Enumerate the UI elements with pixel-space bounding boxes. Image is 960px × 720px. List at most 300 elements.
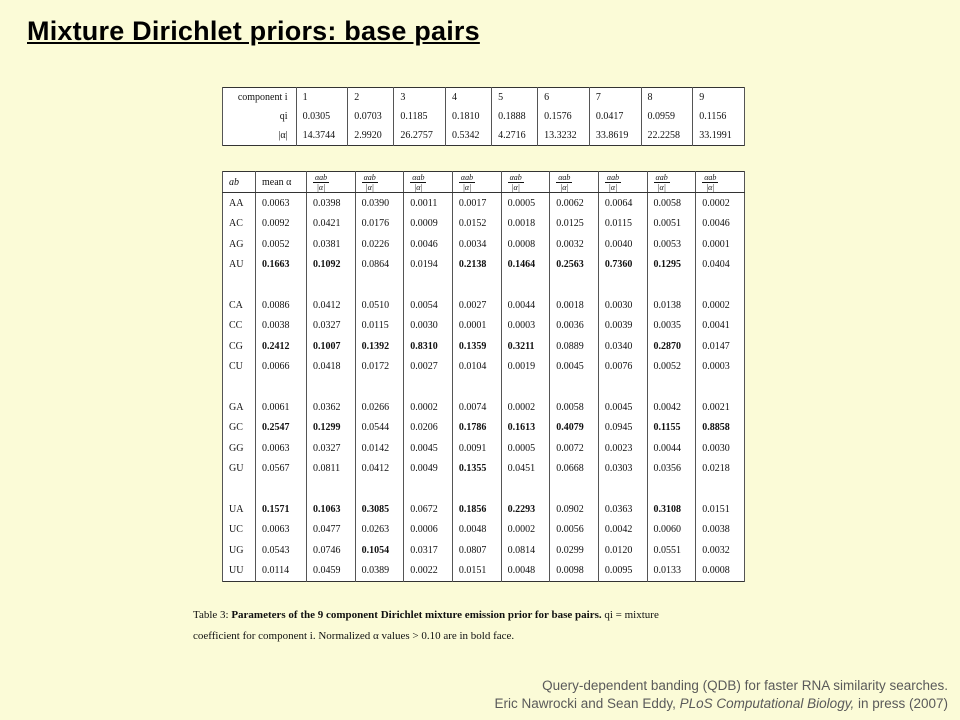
table-cell: 0.0002	[404, 397, 453, 418]
spacer-cell	[647, 377, 696, 397]
table-cell: 1	[296, 88, 348, 108]
table-cell: 0.0120	[598, 540, 647, 561]
table-cell: 0.0018	[501, 214, 550, 235]
table-cell: 0.2870	[647, 336, 696, 357]
table-cell: 0.1007	[306, 336, 355, 357]
table-cell: 0.1888	[492, 107, 538, 126]
table-cell: 0.0064	[598, 193, 647, 214]
table-cell: 0.1786	[452, 418, 501, 439]
spacer-cell	[647, 479, 696, 499]
table-cell: 0.0398	[306, 193, 355, 214]
table-cell: 0.0053	[647, 234, 696, 255]
table-cell: 0.0018	[550, 295, 599, 316]
row-label: GA	[223, 397, 256, 418]
spacer-cell	[306, 275, 355, 295]
fraction-numerator: αab	[655, 172, 668, 182]
row-label: CA	[223, 295, 256, 316]
column-header	[550, 172, 599, 193]
table-cell: 0.0417	[589, 107, 641, 126]
table-cell: 14.3744	[296, 126, 348, 146]
table-cell: 0.0011	[404, 193, 453, 214]
table-cell: 0.0030	[696, 438, 745, 459]
table-cell: 0.0902	[550, 499, 599, 520]
table-cell: 0.0076	[598, 357, 647, 378]
spacer-cell	[452, 377, 501, 397]
table-row	[223, 438, 745, 459]
spacer-cell	[355, 377, 404, 397]
table-cell: 0.0063	[255, 520, 306, 541]
table-cell: 0.0125	[550, 214, 599, 235]
row-label: AC	[223, 214, 256, 235]
table-cell: 0.1185	[394, 107, 446, 126]
table-cell: 0.0008	[501, 234, 550, 255]
table-cell: 3	[394, 88, 446, 108]
row-label: GG	[223, 438, 256, 459]
table-cell: 0.0027	[404, 357, 453, 378]
table-cell: 0.8310	[404, 336, 453, 357]
row-label: GU	[223, 459, 256, 480]
row-label: UG	[223, 540, 256, 561]
table-row	[223, 336, 745, 357]
citation-footer	[495, 677, 949, 713]
table-cell: 0.0009	[404, 214, 453, 235]
fraction	[508, 173, 524, 192]
fraction-numerator: αab	[606, 172, 620, 182]
fraction-denominator: |α|	[414, 182, 423, 192]
table-cell: 0.0066	[255, 357, 306, 378]
table-cell: 0.0040	[598, 234, 647, 255]
column-header	[696, 172, 745, 193]
table-cell: 0.0052	[255, 234, 306, 255]
table-cell: 0.0363	[598, 499, 647, 520]
table-cell: 0.0035	[647, 316, 696, 337]
row-label: CG	[223, 336, 256, 357]
fraction-numerator: αab	[460, 172, 474, 182]
table-cell: 0.0381	[306, 234, 355, 255]
table-cell: 0.0091	[452, 438, 501, 459]
table-cell: 0.0147	[696, 336, 745, 357]
table-cell: 0.0017	[452, 193, 501, 214]
spacer-row	[223, 479, 745, 499]
table-row	[223, 255, 745, 276]
spacer-cell	[255, 479, 306, 499]
table-cell: 7	[589, 88, 641, 108]
table-cell: 0.0006	[404, 520, 453, 541]
column-header	[647, 172, 696, 193]
table-cell: 0.0002	[696, 295, 745, 316]
table-cell: 0.0052	[647, 357, 696, 378]
table-row	[223, 107, 745, 126]
table-cell: 0.4079	[550, 418, 599, 439]
table-cell: 0.0152	[452, 214, 501, 235]
table-cell: 0.1155	[647, 418, 696, 439]
table-cell: 0.0356	[647, 459, 696, 480]
table-cell: 0.0544	[355, 418, 404, 439]
column-header	[306, 172, 355, 193]
spacer-cell	[598, 479, 647, 499]
table-cell: 0.7360	[598, 255, 647, 276]
table-cell: 0.1092	[306, 255, 355, 276]
table-cell: 0.0001	[452, 316, 501, 337]
fraction	[702, 173, 718, 192]
row-label: |α|	[223, 126, 297, 146]
spacer-cell	[223, 479, 256, 499]
spacer-cell	[696, 377, 745, 397]
table-cell: 0.0063	[255, 193, 306, 214]
table-cell: 33.1991	[693, 126, 745, 146]
table-cell: 0.5342	[446, 126, 492, 146]
table-cell: 0.0418	[306, 357, 355, 378]
spacer-cell	[550, 479, 599, 499]
table-cell: 0.0412	[355, 459, 404, 480]
table-cell: 0.0459	[306, 561, 355, 582]
fraction-denominator: |α|	[705, 182, 715, 192]
spacer-cell	[501, 479, 550, 499]
table-cell: 0.0138	[647, 295, 696, 316]
table-cell: 0.1299	[306, 418, 355, 439]
table-row	[223, 520, 745, 541]
table-cell: 0.0051	[647, 214, 696, 235]
normalized-alpha-table	[222, 171, 745, 582]
table-cell: 0.0042	[598, 520, 647, 541]
fraction-denominator: |α|	[365, 182, 374, 192]
spacer-cell	[255, 377, 306, 397]
table-cell: 0.0038	[255, 316, 306, 337]
table-cell: 0.0002	[696, 193, 745, 214]
row-label: UC	[223, 520, 256, 541]
table-cell: 0.0864	[355, 255, 404, 276]
fraction	[410, 173, 426, 192]
table-cell: 0.0030	[404, 316, 453, 337]
table-cell: 0.0176	[355, 214, 404, 235]
table-cell: 0.0034	[452, 234, 501, 255]
caption-line-1: Table 3: Parameters of the 9 component Dirichlet mixture emission prior for base pairs. qi = mixture	[193, 609, 659, 621]
table-cell: 0.0042	[647, 397, 696, 418]
spacer-cell	[355, 479, 404, 499]
table-cell: 0.0062	[550, 193, 599, 214]
table-cell: 0.0003	[696, 357, 745, 378]
table-cell: 0.1295	[647, 255, 696, 276]
spacer-cell	[550, 275, 599, 295]
table-cell: 22.2258	[641, 126, 693, 146]
slide-title: Mixture Dirichlet priors: base pairs	[27, 16, 480, 46]
table-cell: 0.0811	[306, 459, 355, 480]
spacer-cell	[598, 275, 647, 295]
fraction-denominator: |α|	[560, 182, 569, 192]
table-cell: 0.0036	[550, 316, 599, 337]
row-label: CC	[223, 316, 256, 337]
table-cell: 0.0001	[696, 234, 745, 255]
row-label: UU	[223, 561, 256, 582]
table-cell: 0.0412	[306, 295, 355, 316]
table-cell: 0.0098	[550, 561, 599, 582]
fraction	[654, 173, 670, 192]
table-cell: 0.0092	[255, 214, 306, 235]
table-cell: 0.0389	[355, 561, 404, 582]
table-cell: 0.0048	[501, 561, 550, 582]
table-cell: 0.1355	[452, 459, 501, 480]
table-cell: 0.0172	[355, 357, 404, 378]
table-cell: 0.0005	[501, 438, 550, 459]
fraction	[459, 173, 475, 192]
column-header	[355, 172, 404, 193]
table-cell: 0.2138	[452, 255, 501, 276]
fraction-numerator: αab	[509, 172, 522, 182]
spacer-cell	[404, 479, 453, 499]
spacer-row	[223, 377, 745, 397]
table-cell: 2	[348, 88, 394, 108]
table-cell: 0.1663	[255, 255, 306, 276]
table-cell: 0.0945	[598, 418, 647, 439]
table-cell: 0.0668	[550, 459, 599, 480]
table-cell: 0.0063	[255, 438, 306, 459]
table-cell: 0.0003	[501, 316, 550, 337]
table-caption	[193, 605, 793, 647]
table-cell: 0.0263	[355, 520, 404, 541]
table-cell: 0.0044	[647, 438, 696, 459]
table-cell: 0.1392	[355, 336, 404, 357]
table-cell: 0.2547	[255, 418, 306, 439]
table-row	[223, 561, 745, 582]
table-cell: 0.0058	[550, 397, 599, 418]
table-cell: 0.0095	[598, 561, 647, 582]
table-cell: 0.0027	[452, 295, 501, 316]
table-cell: 26.2757	[394, 126, 446, 146]
table-cell: 0.0206	[404, 418, 453, 439]
table-cell: 0.0746	[306, 540, 355, 561]
spacer-cell	[306, 377, 355, 397]
table-row	[223, 459, 745, 480]
table-cell: 0.0421	[306, 214, 355, 235]
table-cell: 0.1810	[446, 107, 492, 126]
table-cell: 0.0672	[404, 499, 453, 520]
table-cell: 0.0021	[696, 397, 745, 418]
table-cell: 4.2716	[492, 126, 538, 146]
table-cell: 0.1054	[355, 540, 404, 561]
fraction-numerator: αab	[558, 172, 571, 182]
table-row	[223, 499, 745, 520]
table-cell: 0.0072	[550, 438, 599, 459]
row-label: GC	[223, 418, 256, 439]
table-cell: 0.0039	[598, 316, 647, 337]
table-cell: 0.0451	[501, 459, 550, 480]
table-cell: 0.1613	[501, 418, 550, 439]
fraction-denominator: |α|	[657, 182, 666, 192]
table-cell: 0.0045	[598, 397, 647, 418]
table-cell: 0.0022	[404, 561, 453, 582]
spacer-cell	[696, 479, 745, 499]
table-cell: 0.0002	[501, 397, 550, 418]
table-cell: 0.0477	[306, 520, 355, 541]
table-cell: 4	[446, 88, 492, 108]
table-cell: 0.0023	[598, 438, 647, 459]
table-cell: 0.0114	[255, 561, 306, 582]
table-cell: 0.8858	[696, 418, 745, 439]
table-cell: 0.0060	[647, 520, 696, 541]
spacer-cell	[306, 479, 355, 499]
table-cell: 0.2293	[501, 499, 550, 520]
table-cell: 0.0044	[501, 295, 550, 316]
table-cell: 0.0959	[641, 107, 693, 126]
spacer-cell	[647, 275, 696, 295]
fraction-denominator: |α|	[316, 182, 326, 192]
table-cell: 0.3211	[501, 336, 550, 357]
table-cell: 0.0814	[501, 540, 550, 561]
table-cell: 0.1359	[452, 336, 501, 357]
row-label: AA	[223, 193, 256, 214]
spacer-cell	[452, 479, 501, 499]
table-cell: 0.0048	[452, 520, 501, 541]
row-label: qi	[223, 107, 297, 126]
table-row	[223, 540, 745, 561]
table-cell: 0.0056	[550, 520, 599, 541]
table-row	[223, 295, 745, 316]
fraction-numerator: αab	[363, 172, 376, 182]
spacer-cell	[501, 275, 550, 295]
table-cell: 0.0074	[452, 397, 501, 418]
table-cell: 0.0115	[355, 316, 404, 337]
table-cell: 0.0032	[696, 540, 745, 561]
table-row	[223, 193, 745, 214]
table-cell: 0.2412	[255, 336, 306, 357]
spacer-cell	[223, 377, 256, 397]
table-cell: 0.0889	[550, 336, 599, 357]
spacer-cell	[355, 275, 404, 295]
spacer-cell	[598, 377, 647, 397]
table-cell: 0.0266	[355, 397, 404, 418]
table-cell: 0.1156	[693, 107, 745, 126]
table-row	[223, 357, 745, 378]
fraction-denominator: |α|	[608, 182, 618, 192]
table-cell: 0.0362	[306, 397, 355, 418]
table-cell: 0.0151	[452, 561, 501, 582]
fraction-numerator: αab	[412, 172, 425, 182]
table-cell: 9	[693, 88, 745, 108]
fraction	[313, 173, 329, 192]
spacer-cell	[255, 275, 306, 295]
spacer-cell	[404, 377, 453, 397]
spacer-cell	[550, 377, 599, 397]
table-cell: 0.0551	[647, 540, 696, 561]
spacer-cell	[223, 275, 256, 295]
table-cell: 0.3085	[355, 499, 404, 520]
table-cell: 0.0543	[255, 540, 306, 561]
table-cell: 0.0041	[696, 316, 745, 337]
table-cell: 0.0038	[696, 520, 745, 541]
table-cell: 0.0340	[598, 336, 647, 357]
table-cell: 0.0049	[404, 459, 453, 480]
spacer-cell	[501, 377, 550, 397]
table-cell: 0.0404	[696, 255, 745, 276]
caption-line-2: coefficient for component i. Normalized α values > 0.10 are in bold face.	[193, 630, 515, 642]
row-label: CU	[223, 357, 256, 378]
table-cell: 0.0317	[404, 540, 453, 561]
table-cell: 0.3108	[647, 499, 696, 520]
table-cell: 33.8619	[589, 126, 641, 146]
table-cell: 0.1571	[255, 499, 306, 520]
table-cell: 0.0327	[306, 438, 355, 459]
row-label: UA	[223, 499, 256, 520]
fraction	[605, 173, 621, 192]
table-cell: 0.0133	[647, 561, 696, 582]
column-header	[452, 172, 501, 193]
table-cell: 0.0032	[550, 234, 599, 255]
table-cell: 0.0002	[501, 520, 550, 541]
table-cell: 0.0115	[598, 214, 647, 235]
table-cell: 2.9920	[348, 126, 394, 146]
column-header	[501, 172, 550, 193]
spacer-row	[223, 275, 745, 295]
table-cell: 0.1856	[452, 499, 501, 520]
spacer-cell	[404, 275, 453, 295]
table-cell: 0.0046	[404, 234, 453, 255]
table-cell: 0.0104	[452, 357, 501, 378]
table-cell: 0.0305	[296, 107, 348, 126]
fraction-denominator: |α|	[462, 182, 472, 192]
table-cell: 0.0054	[404, 295, 453, 316]
table-row	[223, 316, 745, 337]
fraction-numerator: αab	[314, 172, 328, 182]
table-cell: 0.0390	[355, 193, 404, 214]
fraction-numerator: αab	[704, 172, 717, 182]
table-cell: 5	[492, 88, 538, 108]
table-cell: 0.2563	[550, 255, 599, 276]
table-row	[223, 88, 745, 108]
table-row	[223, 126, 745, 146]
table-cell: 0.0218	[696, 459, 745, 480]
table-cell: 0.0005	[501, 193, 550, 214]
table-cell: 0.0142	[355, 438, 404, 459]
table-cell: 0.0045	[550, 357, 599, 378]
table-cell: 0.0194	[404, 255, 453, 276]
table-row	[223, 234, 745, 255]
table-cell: 0.0058	[647, 193, 696, 214]
row-label: component i	[223, 88, 297, 108]
table-cell: 0.0019	[501, 357, 550, 378]
table-cell: 0.0151	[696, 499, 745, 520]
footer-line-1: Query-dependent banding (QDB) for faster RNA similarity searches.	[542, 678, 948, 693]
table-row	[223, 418, 745, 439]
table-cell: 0.0703	[348, 107, 394, 126]
table-cell: 0.0226	[355, 234, 404, 255]
table-row	[223, 397, 745, 418]
spacer-cell	[452, 275, 501, 295]
table-cell: 0.0086	[255, 295, 306, 316]
table-cell: 0.0061	[255, 397, 306, 418]
column-header: mean α	[255, 172, 306, 193]
table-cell: 0.0045	[404, 438, 453, 459]
table-cell: 0.1464	[501, 255, 550, 276]
table-cell: 0.1063	[306, 499, 355, 520]
table-cell: 13.3232	[538, 126, 590, 146]
table-cell: 8	[641, 88, 693, 108]
header-row	[223, 172, 745, 193]
table-row	[223, 214, 745, 235]
column-header: ab	[223, 172, 256, 193]
row-label: AG	[223, 234, 256, 255]
fraction	[556, 173, 572, 192]
fraction-denominator: |α|	[511, 182, 520, 192]
column-header	[404, 172, 453, 193]
column-header	[598, 172, 647, 193]
footer-line-2: Eric Nawrocki and Sean Eddy, PLoS Computational Biology, in press (2007)	[494, 696, 948, 711]
table-cell: 0.0046	[696, 214, 745, 235]
spacer-cell	[696, 275, 745, 295]
table-cell: 0.0299	[550, 540, 599, 561]
table-cell: 0.0510	[355, 295, 404, 316]
row-label: AU	[223, 255, 256, 276]
fraction	[362, 173, 378, 192]
